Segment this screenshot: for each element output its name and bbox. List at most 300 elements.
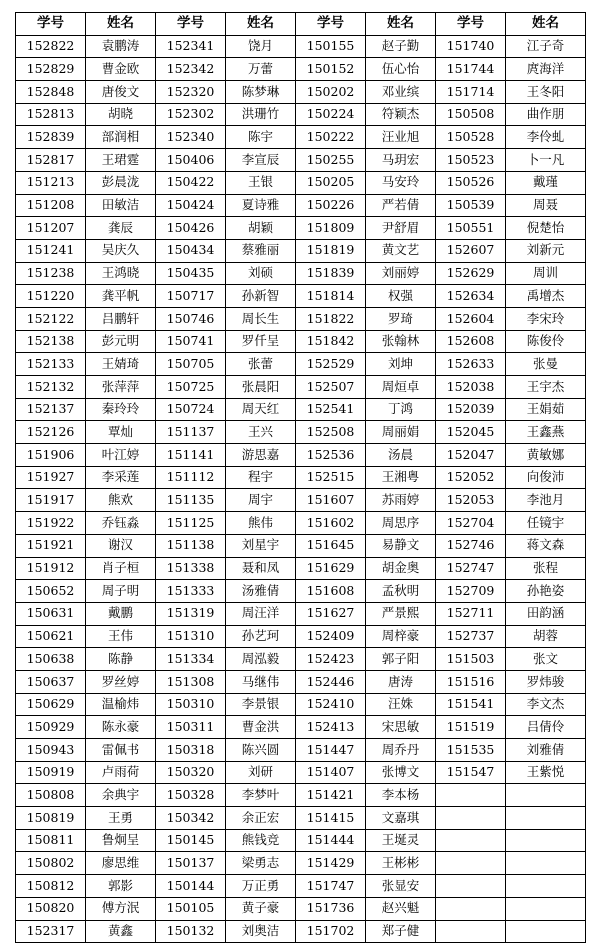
table-row [16,58,586,81]
student-id-cell: 151839 [296,262,366,285]
student-name-cell: 周梓豪 [366,625,436,648]
student-id-cell: 151516 [436,670,506,693]
student-name-cell: 汤晨 [366,444,436,467]
student-id-header: 学号 [16,13,86,36]
student-id-cell: 152126 [16,421,86,444]
student-name-cell: 陈永豪 [86,716,156,739]
student-id-cell: 152848 [16,81,86,104]
student-name-cell: 乔钰淼 [86,512,156,535]
student-id-cell: 150310 [156,693,226,716]
student-name-cell: 禹增杰 [506,285,586,308]
student-name-cell: 向俊沛 [506,466,586,489]
student-id-cell [436,829,506,852]
table-row [16,489,586,512]
student-name-cell: 汪业旭 [366,126,436,149]
student-id-cell: 152839 [16,126,86,149]
student-name-cell: 秦玲玲 [86,398,156,421]
student-name-cell: 谢汉 [86,534,156,557]
student-id-cell: 150145 [156,829,226,852]
student-id-cell: 150137 [156,852,226,875]
student-id-cell: 152317 [16,920,86,943]
student-name-cell: 刘星宇 [226,534,296,557]
student-name-cell: 黄文艺 [366,239,436,262]
student-name-cell: 王婧琦 [86,353,156,376]
student-name-cell: 廖思维 [86,852,156,875]
table-row [16,557,586,580]
student-id-cell: 150426 [156,217,226,240]
student-name-cell: 覃灿 [86,421,156,444]
student-name-cell: 洪珊竹 [226,103,296,126]
student-name-cell: 刘奥洁 [226,920,296,943]
table-row [16,920,586,943]
student-name-cell: 周聂 [506,194,586,217]
table-row [16,534,586,557]
student-id-cell: 150820 [16,897,86,920]
table-row [16,648,586,671]
student-name-cell: 蔡雅丽 [226,239,296,262]
student-name-cell: 郑子健 [366,920,436,943]
student-name-cell: 宋思敏 [366,716,436,739]
student-name-cell: 赵子勤 [366,35,436,58]
student-name-cell: 孙艳姿 [506,580,586,603]
student-name-cell: 曹金洪 [226,716,296,739]
student-name-cell: 刘坤 [366,353,436,376]
student-name-cell: 郭影 [86,875,156,898]
student-name-cell: 饶月 [226,35,296,58]
student-id-cell: 150705 [156,353,226,376]
student-id-cell: 150808 [16,784,86,807]
student-name-cell: 吴庆久 [86,239,156,262]
student-name-cell: 鲁炯呈 [86,829,156,852]
student-name-cell: 陈宇 [226,126,296,149]
student-name-cell: 孟秋明 [366,580,436,603]
student-name-cell: 熊钱竞 [226,829,296,852]
student-name-cell: 熊欢 [86,489,156,512]
student-id-cell: 152507 [296,376,366,399]
student-name-cell: 王湘粤 [366,466,436,489]
header-row [16,13,586,36]
student-id-cell: 150724 [156,398,226,421]
student-id-cell: 150424 [156,194,226,217]
student-name-cell: 汤雅倩 [226,580,296,603]
student-id-cell: 150812 [16,875,86,898]
student-name-cell: 袁鹏涛 [86,35,156,58]
student-name-cell: 周思序 [366,512,436,535]
student-id-header: 学号 [436,13,506,36]
table-row [16,444,586,467]
student-name-cell: 夏诗雅 [226,194,296,217]
table-row [16,875,586,898]
student-name-cell: 陈梦琳 [226,81,296,104]
student-name-cell: 马安玲 [366,171,436,194]
student-id-cell: 150435 [156,262,226,285]
student-id-cell: 150652 [16,580,86,603]
student-id-cell: 151842 [296,330,366,353]
student-id-cell: 150637 [16,670,86,693]
student-name-cell: 王宇杰 [506,376,586,399]
table-row [16,194,586,217]
student-id-cell: 151906 [16,444,86,467]
student-id-cell: 152045 [436,421,506,444]
student-id-cell [436,875,506,898]
roster-body [16,35,586,943]
student-id-cell: 151702 [296,920,366,943]
student-name-cell: 傅方泯 [86,897,156,920]
student-name-cell: 伍心怡 [366,58,436,81]
table-row [16,512,586,535]
student-id-cell: 150311 [156,716,226,739]
table-row [16,285,586,308]
student-id-cell: 151547 [436,761,506,784]
student-name-cell: 王伟 [86,625,156,648]
student-name-cell: 王娟茹 [506,398,586,421]
student-id-cell: 152541 [296,398,366,421]
table-row [16,307,586,330]
student-id-cell: 151608 [296,580,366,603]
table-row [16,81,586,104]
student-name-cell: 游思嘉 [226,444,296,467]
student-name-cell: 王冬阳 [506,81,586,104]
student-name-cell: 黄敏娜 [506,444,586,467]
student-name-cell: 张文 [506,648,586,671]
student-id-cell: 150802 [16,852,86,875]
student-id-cell: 150717 [156,285,226,308]
student-id-cell [436,852,506,875]
student-name-cell: 赵兴魁 [366,897,436,920]
student-id-cell: 152039 [436,398,506,421]
student-id-cell: 150526 [436,171,506,194]
student-id-cell: 150539 [436,194,506,217]
student-id-cell: 151921 [16,534,86,557]
student-name-cell: 张博文 [366,761,436,784]
student-name-cell: 彭元明 [86,330,156,353]
student-id-cell: 151137 [156,421,226,444]
student-id-cell: 150819 [16,807,86,830]
student-id-cell: 151747 [296,875,366,898]
student-id-cell: 152340 [156,126,226,149]
student-id-cell: 152413 [296,716,366,739]
name-header: 姓名 [226,13,296,36]
student-id-cell: 151744 [436,58,506,81]
student-id-cell: 152608 [436,330,506,353]
table-row [16,421,586,444]
student-name-cell: 周泓毅 [226,648,296,671]
student-id-cell: 151310 [156,625,226,648]
student-name-cell: 陈俊伶 [506,330,586,353]
student-name-cell: 卜一凡 [506,149,586,172]
student-id-cell: 151333 [156,580,226,603]
student-name-cell: 罗丝婷 [86,670,156,693]
student-id-cell: 152446 [296,670,366,693]
student-name-cell: 王紫悦 [506,761,586,784]
student-name-cell: 唐涛 [366,670,436,693]
student-name-cell: 马玥宏 [366,149,436,172]
student-name-cell: 程宇 [226,466,296,489]
student-name-cell: 严景熙 [366,602,436,625]
student-id-cell: 152704 [436,512,506,535]
student-id-cell: 151740 [436,35,506,58]
student-name-cell: 万蕾 [226,58,296,81]
student-name-cell: 刘丽婷 [366,262,436,285]
student-id-cell: 151519 [436,716,506,739]
student-id-cell: 151319 [156,602,226,625]
student-id-cell: 152634 [436,285,506,308]
student-name-cell: 吕倩伶 [506,716,586,739]
student-name-cell: 曲作朋 [506,103,586,126]
student-name-cell: 周训 [506,262,586,285]
student-name-cell: 陈兴圆 [226,739,296,762]
student-name-cell: 吕鹏轩 [86,307,156,330]
student-name-cell: 尹舒眉 [366,217,436,240]
table-row [16,398,586,421]
student-name-cell: 熊伟 [226,512,296,535]
student-name-cell: 王珺霆 [86,149,156,172]
student-name-cell: 李梦叶 [226,784,296,807]
student-id-cell: 151112 [156,466,226,489]
table-row [16,466,586,489]
student-id-cell: 152410 [296,693,366,716]
student-name-cell: 田韵涵 [506,602,586,625]
student-name-cell: 李本杨 [366,784,436,807]
student-name-cell: 胡颖 [226,217,296,240]
student-id-cell: 152604 [436,307,506,330]
student-name-cell: 唐俊文 [86,81,156,104]
student-id-cell [436,897,506,920]
table-row [16,716,586,739]
student-name-cell: 权强 [366,285,436,308]
table-row [16,239,586,262]
table-row [16,580,586,603]
student-name-cell [506,875,586,898]
student-id-cell: 151927 [16,466,86,489]
student-id-cell: 152607 [436,239,506,262]
student-id-cell: 151407 [296,761,366,784]
student-name-cell: 孙艺珂 [226,625,296,648]
student-name-cell: 肖子桓 [86,557,156,580]
name-header: 姓名 [366,13,436,36]
student-id-cell: 150523 [436,149,506,172]
student-name-cell: 刘硕 [226,262,296,285]
student-name-cell: 周丽娟 [366,421,436,444]
student-name-cell: 聂和凤 [226,557,296,580]
student-id-cell: 152709 [436,580,506,603]
student-name-cell: 王银 [226,171,296,194]
student-name-cell: 张晨阳 [226,376,296,399]
student-id-cell: 151541 [436,693,506,716]
student-id-cell: 152320 [156,81,226,104]
student-name-cell: 李景银 [226,693,296,716]
student-name-cell: 庹海洋 [506,58,586,81]
student-name-cell: 余典宇 [86,784,156,807]
student-id-cell: 150929 [16,716,86,739]
table-row [16,670,586,693]
student-name-cell: 余正宏 [226,807,296,830]
student-id-cell: 151535 [436,739,506,762]
student-id-cell: 150155 [296,35,366,58]
student-id-cell: 151135 [156,489,226,512]
student-id-cell: 150919 [16,761,86,784]
student-id-cell: 151220 [16,285,86,308]
student-name-cell: 任镜宇 [506,512,586,535]
student-id-cell: 152138 [16,330,86,353]
student-id-cell: 152746 [436,534,506,557]
student-id-cell: 152536 [296,444,366,467]
student-id-cell: 150943 [16,739,86,762]
student-name-cell: 符颖杰 [366,103,436,126]
student-name-cell: 王鸿晓 [86,262,156,285]
student-name-cell [506,829,586,852]
student-name-cell: 李池月 [506,489,586,512]
student-name-cell: 王兴 [226,421,296,444]
student-id-header: 学号 [156,13,226,36]
student-name-cell: 邓业缤 [366,81,436,104]
student-name-cell: 戴瑾 [506,171,586,194]
table-row [16,739,586,762]
student-id-cell: 152822 [16,35,86,58]
student-name-cell: 周乔丹 [366,739,436,762]
student-id-cell: 151421 [296,784,366,807]
student-name-cell: 罗琦 [366,307,436,330]
table-row [16,693,586,716]
table-row [16,829,586,852]
student-id-cell: 151447 [296,739,366,762]
student-id-cell: 152423 [296,648,366,671]
student-id-cell: 151338 [156,557,226,580]
student-id-cell: 150144 [156,875,226,898]
student-name-cell: 苏雨婷 [366,489,436,512]
student-name-cell: 张显安 [366,875,436,898]
student-id-cell: 151629 [296,557,366,580]
student-id-cell: 150205 [296,171,366,194]
table-row [16,103,586,126]
student-id-cell: 152508 [296,421,366,444]
student-id-cell: 152302 [156,103,226,126]
student-id-cell: 150631 [16,602,86,625]
student-name-cell: 温榆炜 [86,693,156,716]
student-name-cell: 蒋文森 [506,534,586,557]
table-row [16,784,586,807]
student-id-cell: 151141 [156,444,226,467]
student-id-cell: 151607 [296,489,366,512]
student-id-cell: 152342 [156,58,226,81]
student-name-cell: 周宇 [226,489,296,512]
student-id-cell: 152747 [436,557,506,580]
student-id-cell: 152409 [296,625,366,648]
student-name-cell: 张程 [506,557,586,580]
student-id-cell: 151125 [156,512,226,535]
student-id-cell: 151822 [296,307,366,330]
student-name-cell: 郭子阳 [366,648,436,671]
student-name-cell: 丁鸿 [366,398,436,421]
student-name-cell: 文嘉琪 [366,807,436,830]
student-id-cell: 152633 [436,353,506,376]
student-id-cell [436,807,506,830]
student-name-cell: 易静文 [366,534,436,557]
student-id-cell: 150621 [16,625,86,648]
student-id-cell: 150318 [156,739,226,762]
student-name-cell: 周长生 [226,307,296,330]
student-id-cell: 151444 [296,829,366,852]
student-id-cell: 152829 [16,58,86,81]
student-name-cell: 李采莲 [86,466,156,489]
student-name-cell: 李宣辰 [226,149,296,172]
name-header: 姓名 [86,13,156,36]
student-id-cell: 151912 [16,557,86,580]
student-id-cell: 151213 [16,171,86,194]
student-name-cell: 王鑫燕 [506,421,586,444]
student-name-cell: 张萍萍 [86,376,156,399]
table-row [16,217,586,240]
student-name-cell: 田敏洁 [86,194,156,217]
student-id-cell: 151308 [156,670,226,693]
student-name-cell [506,920,586,943]
student-id-cell: 151645 [296,534,366,557]
student-id-cell: 151208 [16,194,86,217]
table-row [16,330,586,353]
student-name-cell: 胡金奥 [366,557,436,580]
student-name-cell: 戴鹏 [86,602,156,625]
student-name-cell: 张蕾 [226,353,296,376]
student-id-cell: 152529 [296,353,366,376]
table-row [16,376,586,399]
student-id-cell: 151207 [16,217,86,240]
student-name-cell: 胡晓 [86,103,156,126]
student-id-cell: 151736 [296,897,366,920]
student-name-cell: 龚辰 [86,217,156,240]
student-id-cell: 150132 [156,920,226,943]
student-id-cell: 150811 [16,829,86,852]
student-id-cell: 152341 [156,35,226,58]
student-id-cell: 150342 [156,807,226,830]
name-header: 姓名 [506,13,586,36]
student-id-cell: 151819 [296,239,366,262]
table-row [16,126,586,149]
table-row [16,262,586,285]
student-id-cell: 150255 [296,149,366,172]
table-row [16,761,586,784]
student-id-cell: 152737 [436,625,506,648]
student-id-cell: 151241 [16,239,86,262]
student-name-cell: 孙新智 [226,285,296,308]
student-id-cell: 150551 [436,217,506,240]
student-name-cell: 周子明 [86,580,156,603]
student-name-cell: 李伶虬 [506,126,586,149]
table-row [16,353,586,376]
student-id-cell: 150328 [156,784,226,807]
student-id-cell: 151922 [16,512,86,535]
student-id-cell: 150528 [436,126,506,149]
student-id-cell: 150629 [16,693,86,716]
student-name-cell: 周烜卓 [366,376,436,399]
student-name-cell: 王埏灵 [366,829,436,852]
student-name-cell: 李宋玲 [506,307,586,330]
student-id-cell: 150224 [296,103,366,126]
student-id-cell [436,920,506,943]
student-name-cell: 张曼 [506,353,586,376]
student-name-cell: 倪楚怡 [506,217,586,240]
student-id-cell: 151602 [296,512,366,535]
table-row [16,35,586,58]
student-id-cell: 152053 [436,489,506,512]
student-id-cell: 152122 [16,307,86,330]
student-id-cell: 151814 [296,285,366,308]
student-name-cell: 刘新元 [506,239,586,262]
student-id-cell: 150746 [156,307,226,330]
student-id-cell: 151138 [156,534,226,557]
student-name-cell [506,784,586,807]
student-name-cell: 万正勇 [226,875,296,898]
student-id-cell: 152629 [436,262,506,285]
